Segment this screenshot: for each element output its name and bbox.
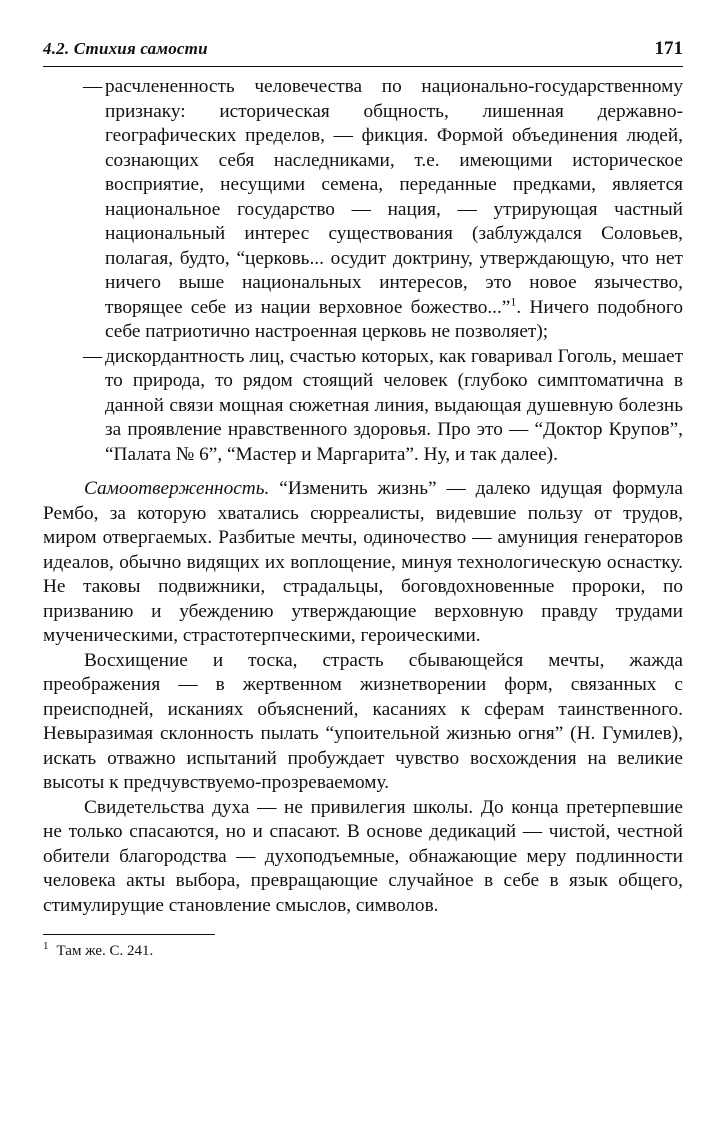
list-dash: —: [83, 345, 103, 367]
body-paragraph: [43, 477, 683, 649]
footnote-number: 1: [43, 940, 49, 952]
list-item-text-continued: . Ничего подобного себе патриотично настроенная церковь не позволяет);: [105, 296, 683, 342]
list-item: [43, 75, 683, 345]
footnote-text: Там же. С. 241.: [56, 943, 154, 959]
list-item-text: расчлененность человечества по национально-государственному признаку: историческая общность, лишенная державно-географических пределов, — фикция. Формой объединения людей, сознающих себя наследниками, т.е. имеющими историческое восприятие, несущими семена, переданные предками, является национальное государство — нация, — утрирующая частный национальный интерес существования (заблуждался Соловьев, полагая, будто, “церковь... осудит доктрину, утверждающую, что нет ничего выше национальных интересов, это новое язычество, творящее себе из нации верховное божество...”: [105, 76, 683, 318]
list-item-text: дискордантность лиц, счастью которых, как говаривал Гоголь, мешает то природа, то рядом стоящий человек (глубоко симптоматична в данной связи мощная сюжетная линия, выдающая душевную болезнь за проявление нравственного здоровья. Про это — “Доктор Крупов”, “Палата № 6”, “Мастер и Маргарита”. Ну, и так далее).: [105, 345, 683, 465]
list-item: [43, 345, 683, 468]
list-dash: —: [83, 76, 103, 97]
body-paragraph: [43, 649, 683, 796]
running-title: 4.2. Стихия самости: [43, 39, 208, 58]
footnote-reference: 1: [510, 294, 517, 309]
page-header: [43, 38, 683, 67]
book-page: [43, 38, 683, 961]
paragraph-text: “Изменить жизнь” — далеко идущая формула Рембо, за которую хватались сюрреалисты, видевшие пользу от трудов, миром отвергаемых. Разбитые мечты, одиночество — амуниция генераторов идеалов, обычно видящих их воплощение, минуя технологическую оснастку. Не таковы подвижники, страдальцы, боговдохновенные пророки, по призванию и убеждению утверждающие верховную правду трудами мученическими, страстотерпческими, героическими.: [43, 478, 683, 646]
dash-list: [43, 75, 683, 467]
paragraph-text: Восхищение и тоска, страсть сбывающейся мечты, жажда преображения — в жертвенном жизнетворении форм, связанных с преисподней, исканиях объяснений, касаниях к сферам таинственного. Невыразимая склонность пылать “упоительной жизнью огня” (Н. Гумилев), искать отважно испытаний пробуждает чувство восхождения на великие высоты к предчувствуемо-прозреваемому.: [43, 649, 683, 793]
page-number: 171: [654, 38, 683, 59]
body-paragraph: [43, 796, 683, 919]
footnote: [43, 941, 683, 961]
italic-term: Самоотверженность.: [84, 478, 270, 499]
footnote-divider: [43, 934, 215, 935]
paragraph-text: Свидетельства духа — не привилегия школы. До конца претерпевшие не только спасаются, но и спасают. В основе дедикаций — чистой, честной обители благородства — духоподъемные, обнажающие меру подлинности человека акты выбора, превращающие случайное в себе в язык общего, стимулирущие становление смыслов, символов.: [43, 796, 683, 916]
